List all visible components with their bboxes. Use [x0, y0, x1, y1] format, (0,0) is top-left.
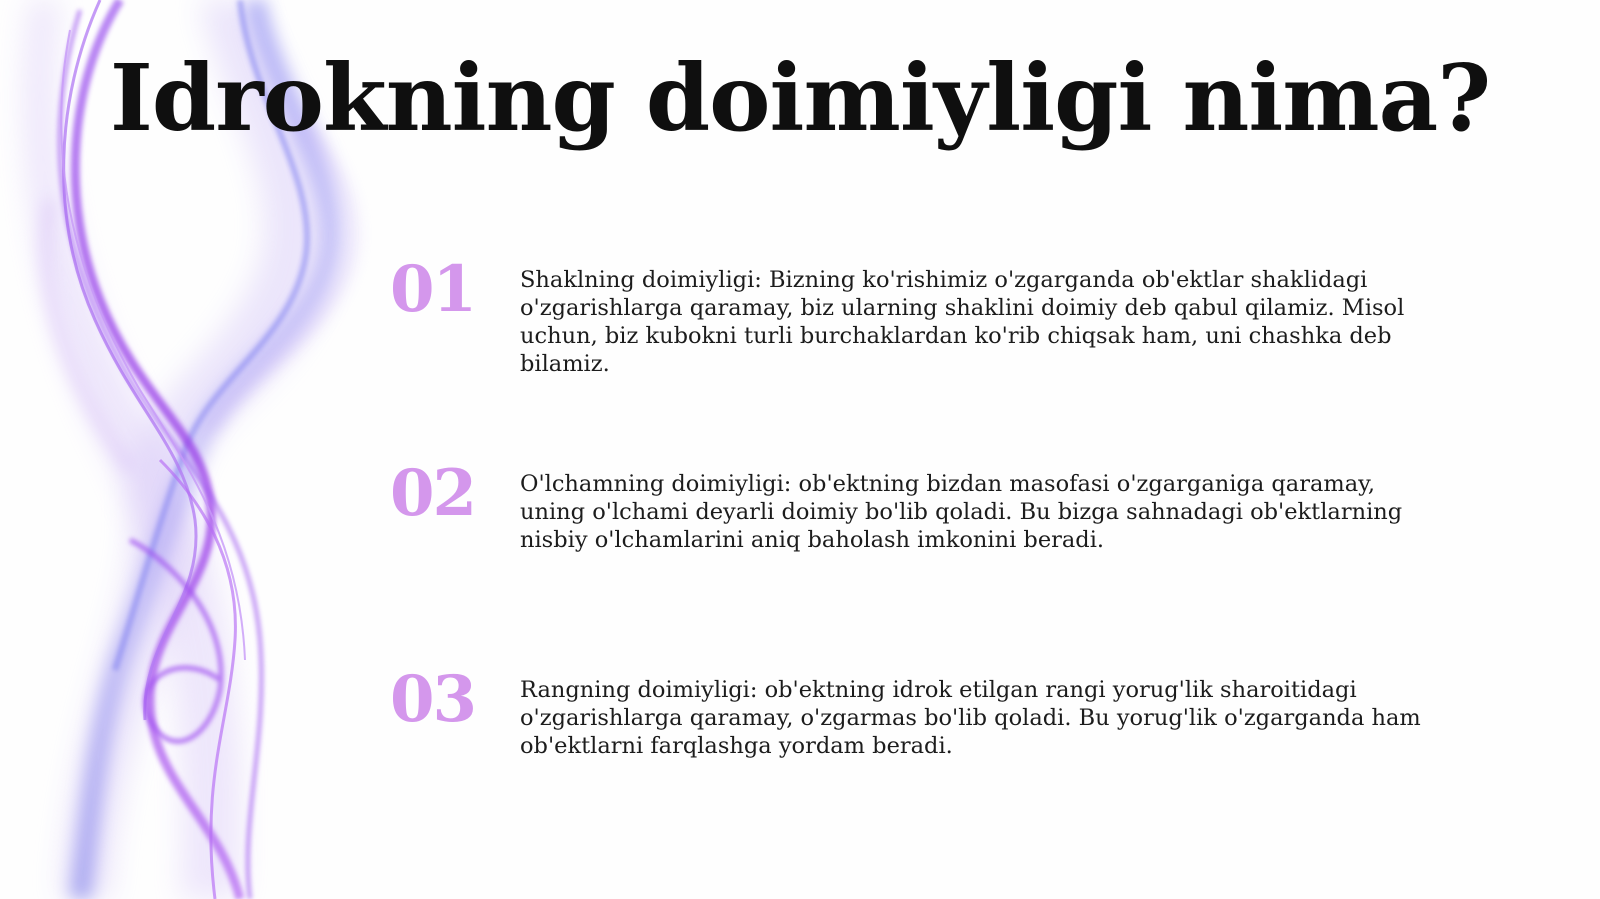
item-number: 01 — [390, 252, 476, 327]
list-item — [390, 456, 1440, 600]
item-number: 02 — [390, 456, 476, 531]
list-item — [390, 662, 1440, 806]
item-text: O'lchamning doimiyligi: ob'ektning bizdan masofasi o'zgarganiga qaramay, uning o'lchami deyarli doimiy bo'lib qoladi. Bu bizga sahnadagi ob'ektlarning nisbiy o'lchamlarini aniq baholash imkonini beradi. — [520, 471, 1403, 553]
item-text: Rangning doimiyligi: ob'ektning idrok etilgan rangi yorug'lik sharoitidagi o'zgarishlarga qaramay, o'zgarmas bo'lib qoladi. Bu yorug'lik o'zgarganda ham ob'ektlarni farqlashga yordam beradi. — [520, 677, 1421, 759]
list-item — [390, 252, 1440, 396]
item-number: 03 — [390, 662, 476, 737]
slide-title: Idrokning doimiyligi nima? — [109, 44, 1491, 152]
item-text: Shaklning doimiyligi: Bizning ko'rishimiz o'zgarganda ob'ektlar shaklidagi o'zgarishlarga qaramay, biz ularning shaklini doimiy deb qabul qilamiz. Misol uchun, biz kubokni turli burchaklardan ko'rib chiqsak ham, uni chashka deb bilamiz. — [520, 267, 1405, 377]
